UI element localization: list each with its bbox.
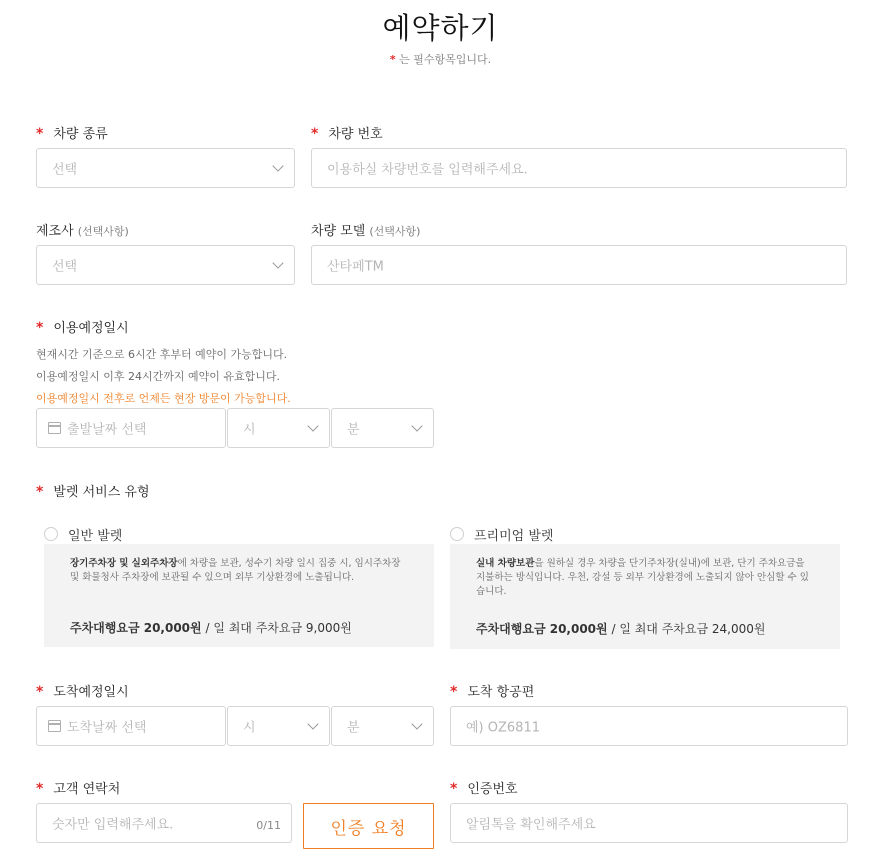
valet-standard-radio[interactable] bbox=[44, 527, 58, 541]
valet-type-label: * 발렛 서비스 유형 bbox=[36, 484, 150, 500]
valet-premium-price: 주차대행요금 20,000원 / 일 최대 주차요금 24,000원 bbox=[476, 622, 766, 636]
arrival-datetime-label: * 도착예정일시 bbox=[36, 684, 129, 700]
arrival-date-picker[interactable] bbox=[36, 706, 226, 746]
contact-char-counter: 0/11 bbox=[256, 819, 281, 832]
chevron-down-icon bbox=[307, 718, 318, 729]
auth-code-input[interactable] bbox=[450, 803, 848, 843]
departure-minute-select[interactable]: 분 bbox=[331, 408, 434, 448]
valet-standard-box bbox=[44, 544, 434, 647]
arrival-flight-input[interactable] bbox=[450, 706, 848, 746]
valet-premium-description: 실내 차량보관을 원하실 경우 차량을 단기주차장(실내)에 보관, 단기 주차요금을 지불하는 방식입니다. 우천, 강설 등 외부 기상환경에 노출되지 않아 안심할 수 있습니다. bbox=[476, 558, 809, 597]
maker-select[interactable] bbox=[36, 245, 295, 285]
valet-premium-label[interactable]: 프리미엄 발렛 bbox=[474, 529, 554, 544]
vehicle-type-value: 선택 bbox=[52, 162, 78, 178]
model-label: 차량 모델 (선택사항) bbox=[311, 224, 421, 239]
calendar-icon bbox=[48, 720, 61, 732]
auth-code-label: * 인증번호 bbox=[450, 781, 518, 797]
valet-premium-box bbox=[450, 544, 840, 649]
required-note bbox=[0, 51, 881, 67]
chevron-down-icon bbox=[307, 420, 318, 431]
required-note-text: 는 필수항목입니다. bbox=[395, 53, 492, 66]
model-input[interactable] bbox=[311, 245, 847, 285]
auth-code-placeholder: 알림톡을 확인해주세요 bbox=[466, 817, 596, 833]
contact-input[interactable] bbox=[36, 803, 292, 843]
chevron-down-icon bbox=[272, 257, 283, 268]
vehicle-type-select[interactable] bbox=[36, 148, 295, 188]
valet-premium-radio[interactable] bbox=[450, 527, 464, 541]
use-datetime-info-2: 이용예정일시 이후 24시간까지 예약이 유효합니다. bbox=[36, 370, 280, 383]
departure-hour-select[interactable]: 시 bbox=[227, 408, 330, 448]
valet-standard-description: 장기주차장 및 실외주차장에 차량을 보관, 성수기 차량 일시 집중 시, 임시주차장 및 화물청사 주차장에 보관될 수 있으며 외부 기상환경에 노출됩니다. bbox=[70, 558, 401, 583]
chevron-down-icon bbox=[411, 718, 422, 729]
valet-standard-price: 주차대행요금 20,000원 / 일 최대 주차요금 9,000원 bbox=[70, 621, 352, 635]
departure-date-picker[interactable] bbox=[36, 408, 226, 448]
chevron-down-icon bbox=[411, 420, 422, 431]
chevron-down-icon bbox=[272, 160, 283, 171]
arrival-minute-select[interactable]: 분 bbox=[331, 706, 434, 746]
maker-label: 제조사 (선택사항) bbox=[36, 224, 129, 239]
model-placeholder: 산타페TM bbox=[327, 259, 384, 275]
arrival-date-placeholder: 도착날짜 선택 bbox=[67, 720, 147, 736]
auth-request-button[interactable]: 인증 요청 bbox=[303, 803, 434, 849]
vehicle-number-placeholder: 이용하실 차량번호를 입력해주세요. bbox=[327, 162, 528, 178]
vehicle-number-input[interactable] bbox=[311, 148, 847, 188]
vehicle-type-label: * 차량 종류 bbox=[36, 126, 108, 142]
use-datetime-info-1: 현재시간 기준으로 6시간 후부터 예약이 가능합니다. bbox=[36, 348, 288, 361]
contact-placeholder: 숫자만 입력해주세요. bbox=[52, 817, 174, 833]
arrival-hour-select[interactable]: 시 bbox=[227, 706, 330, 746]
contact-label: * 고객 연락처 bbox=[36, 781, 121, 797]
arrival-flight-label: * 도착 항공편 bbox=[450, 684, 535, 700]
valet-standard-label[interactable]: 일반 발렛 bbox=[68, 529, 123, 544]
maker-value: 선택 bbox=[52, 259, 78, 275]
calendar-icon bbox=[48, 422, 61, 434]
departure-date-placeholder: 출발날짜 선택 bbox=[67, 422, 147, 438]
required-mark: * bbox=[389, 53, 396, 66]
use-datetime-label: * 이용예정일시 bbox=[36, 320, 129, 336]
page-title: 예약하기 bbox=[382, 11, 499, 45]
vehicle-number-label: * 차량 번호 bbox=[311, 126, 383, 142]
arrival-flight-placeholder: 예) OZ6811 bbox=[466, 720, 540, 736]
use-datetime-warning: 이용예정일시 전후로 언제든 현장 방문이 가능합니다. bbox=[36, 392, 291, 405]
